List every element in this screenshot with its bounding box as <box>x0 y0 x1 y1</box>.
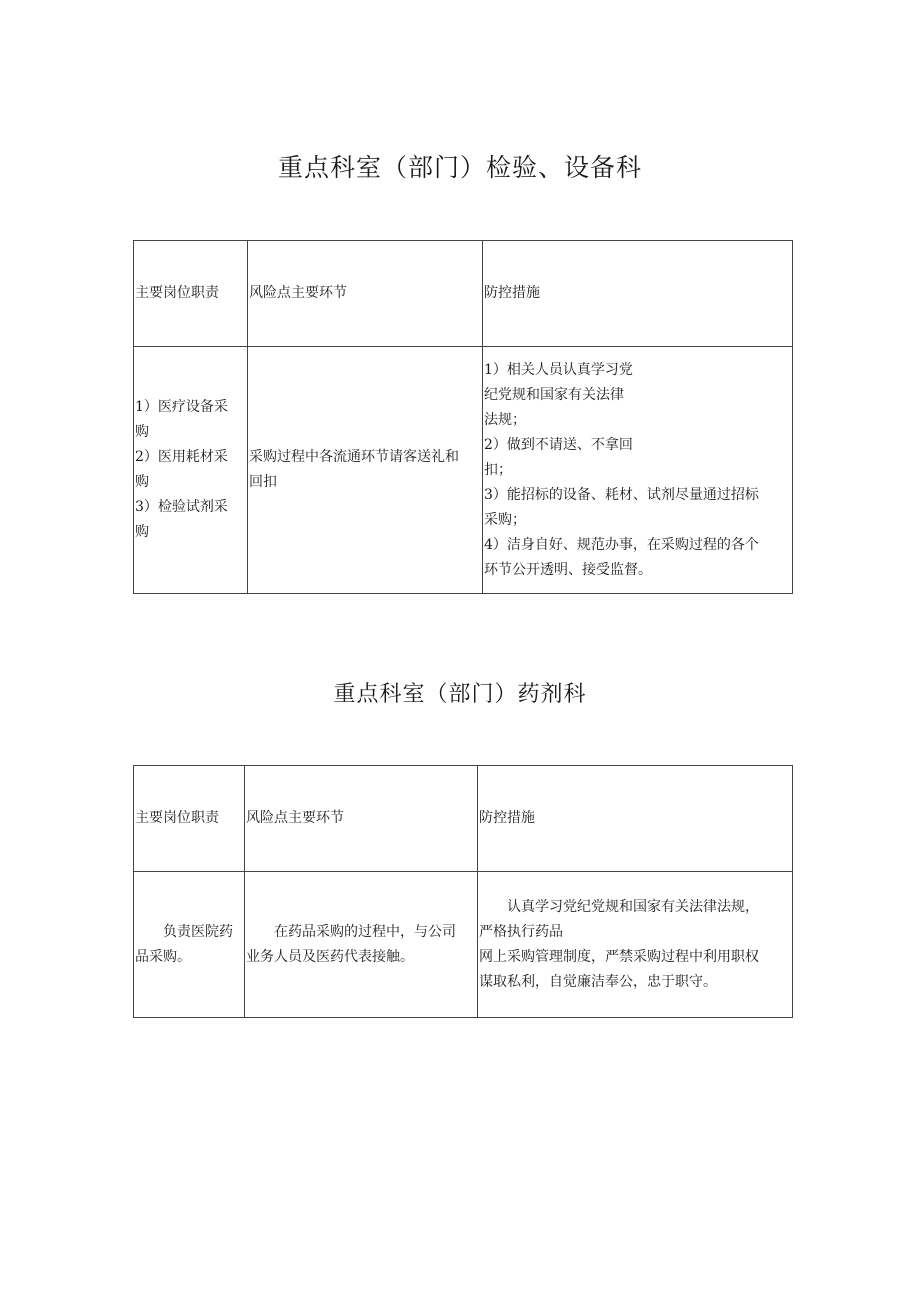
measure-line: 1）相关人员认真学习党 <box>484 361 633 378</box>
header-duties: 主要岗位职责 <box>134 766 245 872</box>
risk-control-table-pharmacy <box>133 765 793 1018</box>
measure-line: 认真学习党纪党规和国家有关法律法规， <box>507 898 759 915</box>
header-measures: 防控措施 <box>483 241 793 347</box>
measure-line: 环节公开透明、接受监督。 <box>484 561 652 578</box>
risk-control-table-lab-equipment <box>133 240 793 594</box>
measure-line: 采购； <box>484 511 526 528</box>
measures-cell <box>483 347 793 594</box>
risk-cell <box>248 347 483 594</box>
duty-line: 负责医院药 <box>163 923 233 940</box>
header-measures: 防控措施 <box>478 766 793 872</box>
measure-line: 3）能招标的设备、耗材、试剂尽量通过招标 <box>484 486 759 503</box>
duty-line: 购 <box>135 424 149 440</box>
page-title: 重点科室（部门）检验、设备科 <box>277 153 642 182</box>
table-header-row <box>134 241 793 347</box>
duty-line: 2）医用耗材采 <box>135 449 228 465</box>
risk-line: 在药品采购的过程中，与公司 <box>274 923 456 940</box>
table-header-row <box>134 766 793 872</box>
duties-cell <box>134 347 248 594</box>
duty-line: 3）检验试剂采 <box>135 499 228 515</box>
measure-line: 纪党规和国家有关法律 <box>484 386 624 403</box>
measure-line: 2）做到不请送、不拿回 <box>484 436 633 453</box>
duties-cell <box>134 872 245 1018</box>
header-risk-points: 风险点主要环节 <box>248 241 483 347</box>
duty-line: 购 <box>135 524 149 540</box>
header-risk-points: 风险点主要环节 <box>245 766 478 872</box>
measures-cell <box>478 872 793 1018</box>
duty-line: 1）医疗设备采 <box>135 399 228 415</box>
measure-line: 扣； <box>484 461 512 478</box>
measure-line: 网上采购管理制度，严禁采购过程中利用职权 <box>479 948 759 965</box>
table-row <box>134 872 793 1018</box>
measure-line: 严格执行药品 <box>479 923 563 940</box>
risk-line: 采购过程中各流通环节请客送礼和 <box>249 449 459 465</box>
measure-line: 谋取私利，自觉廉洁奉公，忠于职守。 <box>479 973 717 990</box>
measure-line: 法规； <box>484 411 526 428</box>
risk-line: 业务人员及医药代表接触。 <box>246 948 414 965</box>
section-title: 重点科室（部门）药剂科 <box>333 682 587 707</box>
duty-line: 品采购。 <box>135 948 191 965</box>
measure-line: 4）洁身自好、规范办事，在采购过程的各个 <box>484 536 759 553</box>
risk-cell <box>245 872 478 1018</box>
duty-line: 购 <box>135 474 149 490</box>
header-duties: 主要岗位职责 <box>134 241 248 347</box>
table-row <box>134 347 793 594</box>
risk-line: 回扣 <box>249 474 277 490</box>
